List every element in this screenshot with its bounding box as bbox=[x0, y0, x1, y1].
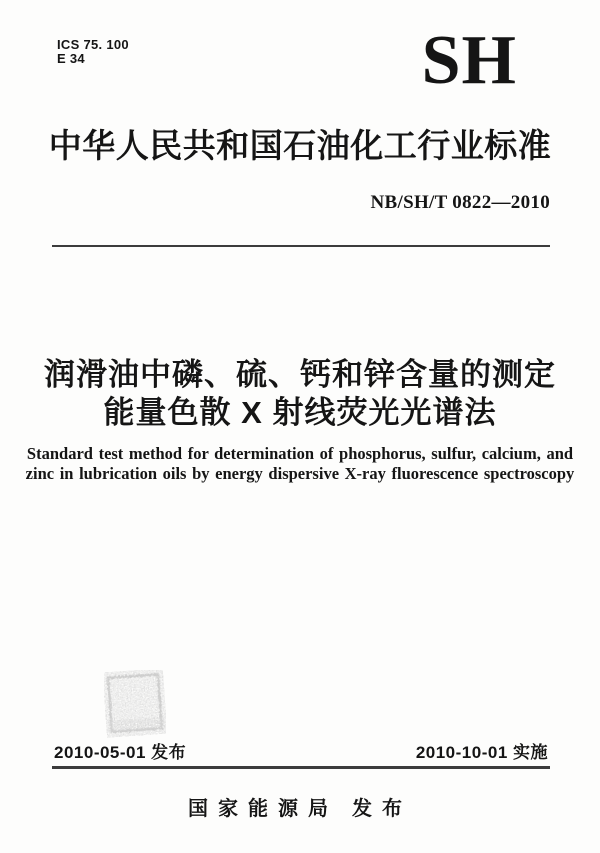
footer-divider-rule bbox=[52, 766, 550, 769]
sh-logo: SH bbox=[421, 22, 517, 99]
publisher-name: 国家能源局 bbox=[188, 798, 338, 820]
standard-type-title: 中华人民共和国石油化工行业标准 bbox=[48, 127, 552, 164]
ics-classification bbox=[57, 38, 129, 66]
header-divider-rule bbox=[52, 245, 550, 247]
issue-date: 2010-05-01 发布 bbox=[54, 743, 187, 762]
doc-class-code: E 34 bbox=[57, 51, 85, 66]
title-en-line2: zinc in lubrication oils by energy dispersive X-ray fluorescence spectroscopy bbox=[25, 464, 575, 483]
document-title-chinese bbox=[0, 356, 600, 432]
implement-date: 2010-10-01 实施 bbox=[415, 743, 548, 762]
publisher-line bbox=[0, 796, 600, 822]
title-cn-line1: 润滑油中磷、硫、钙和锌含量的测定 bbox=[44, 357, 556, 392]
faded-ink-stamp bbox=[104, 670, 166, 738]
ics-code: ICS 75. 100 bbox=[57, 37, 129, 52]
standard-number: NB/SH/T 0822—2010 bbox=[370, 192, 550, 213]
publisher-action-label: 发布 bbox=[352, 798, 412, 820]
title-en-line1: Standard test method for determination of phosphorus, sulfur, calcium, and bbox=[26, 444, 574, 463]
document-title-english bbox=[0, 444, 600, 484]
title-cn-line2: 能量色散 X 射线荧光光谱法 bbox=[103, 395, 497, 430]
